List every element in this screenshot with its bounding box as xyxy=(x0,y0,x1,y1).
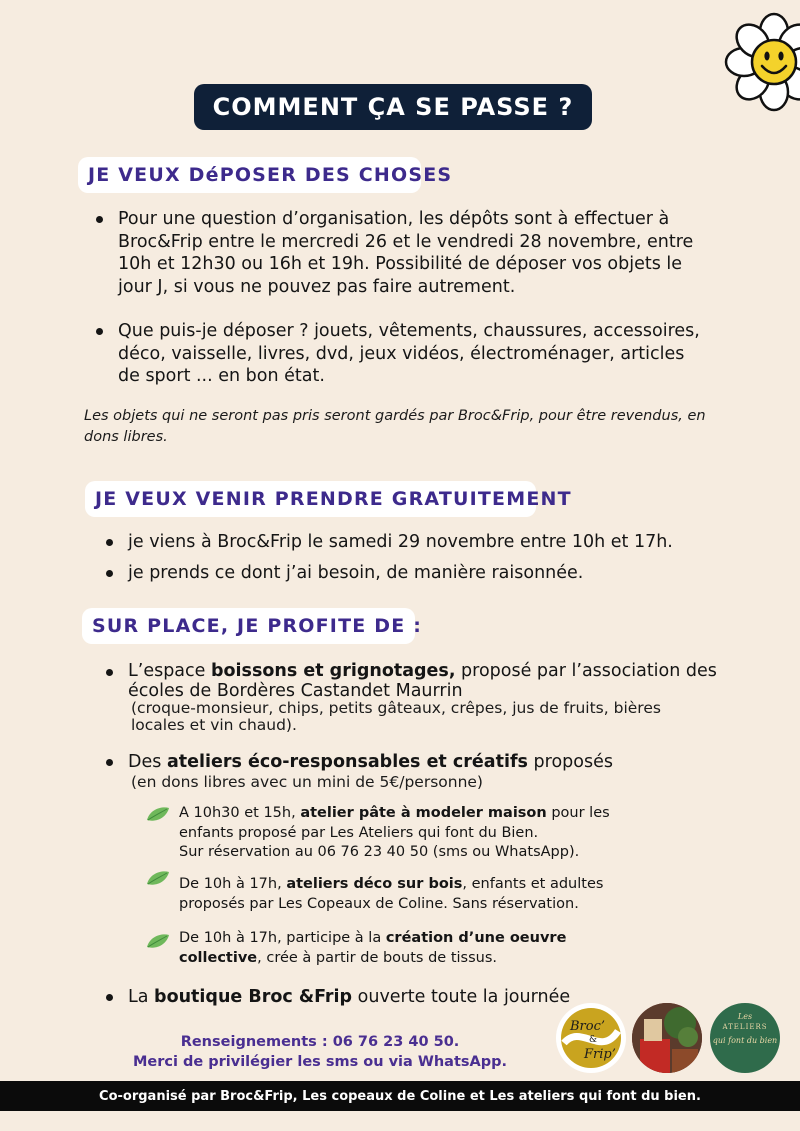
workshops-pricing: (en dons libres avec un mini de 5€/personne) xyxy=(131,773,483,791)
bullet-icon xyxy=(106,759,113,766)
list-item-workshops: Des ateliers éco-responsables et créatifs proposés xyxy=(106,751,766,774)
leaf-icon xyxy=(146,806,170,824)
deposit-note: Les objets qui ne seront pas pris seront gardés par Broc&Frip, pour être revendus, en dons libres. xyxy=(84,408,706,445)
workshop-item: De 10h à 17h, ateliers déco sur bois, enfants et adultes proposés par Les Copeaux de Coline. Sans réservation. xyxy=(179,876,604,912)
ateliers-logo-main: ATELIERS xyxy=(722,1023,768,1031)
bullet-icon xyxy=(106,994,113,1001)
bullet-icon xyxy=(106,669,113,676)
list-item-drinks: L’espace boissons et grignotages, proposé par l’association des écoles de Bordères Castandet Maurrin xyxy=(106,661,766,701)
footer-credits: Co-organisé par Broc&Frip, Les copeaux de Coline et Les ateliers qui font du bien. xyxy=(0,1081,800,1111)
bullet-icon xyxy=(106,539,113,546)
section-heading-take: JE VEUX VENIR PRENDRE GRATUITEMENT xyxy=(85,481,536,517)
ateliers-logo-sub: qui font du bien xyxy=(712,1036,778,1045)
list-item: je prends ce dont j’ai besoin, de manière raisonnée. xyxy=(106,562,746,585)
brocfrip-logo-text-top: Broc’ xyxy=(570,1019,606,1034)
bullet-icon xyxy=(106,570,113,577)
brocfrip-logo-text-bottom: Frip’ xyxy=(584,1047,616,1062)
ateliers-logo xyxy=(710,1003,780,1073)
list-item-shop: La boutique Broc &Frip ouverte toute la journée xyxy=(106,986,626,1009)
list-item: Que puis-je déposer ? jouets, vêtements, chaussures, accessoires, déco, vaisselle, livres, dvd, jeux vidéos, électroménager, articles de sport ... en bon état. xyxy=(96,320,736,388)
brocfrip-logo-text-mid: & xyxy=(589,1035,598,1045)
contact-info: Renseignements : 06 76 23 40 50. Merci de privilégier les sms ou via WhatsApp. xyxy=(132,1034,508,1070)
leaf-icon xyxy=(146,870,170,888)
bullet-icon xyxy=(96,328,103,335)
brocfrip-logo xyxy=(556,1003,626,1073)
list-item: Pour une question d’organisation, les dépôts sont à effectuer à Broc&Frip entre le mercredi 26 et le vendredi 28 novembre, entre 10h et 12h30 ou 16h et 19h. Possibilité de déposer vos objets le jour J, si vous ne pouvez pas faire autrement. xyxy=(96,208,736,298)
workshop-item: De 10h à 17h, participe à la création d’une oeuvre collective, crée à partir de bouts de tissus. xyxy=(179,930,567,966)
drinks-details: (croque-monsieur, chips, petits gâteaux, crêpes, jus de fruits, bières locales et vin chaud). xyxy=(131,699,661,734)
bullet-icon xyxy=(96,216,103,223)
shop-photo xyxy=(632,1003,702,1073)
workshop-item: A 10h30 et 15h, atelier pâte à modeler maison pour les enfants proposé par Les Ateliers qui font du Bien. Sur réservation au 06 76 23 40 50 (sms ou WhatsApp). xyxy=(179,805,610,860)
page-title: COMMENT ÇA SE PASSE ? xyxy=(194,84,592,130)
section-heading-deposit: JE VEUX DéPOSER DES CHOSES xyxy=(78,157,421,193)
daisy-smiley-icon xyxy=(716,10,800,120)
section-heading-onsite: SUR PLACE, JE PROFITE DE : xyxy=(82,608,415,644)
ateliers-logo-les: Les xyxy=(737,1012,753,1021)
leaf-icon xyxy=(146,933,170,951)
list-item: je viens à Broc&Frip le samedi 29 novembre entre 10h et 17h. xyxy=(106,531,746,554)
